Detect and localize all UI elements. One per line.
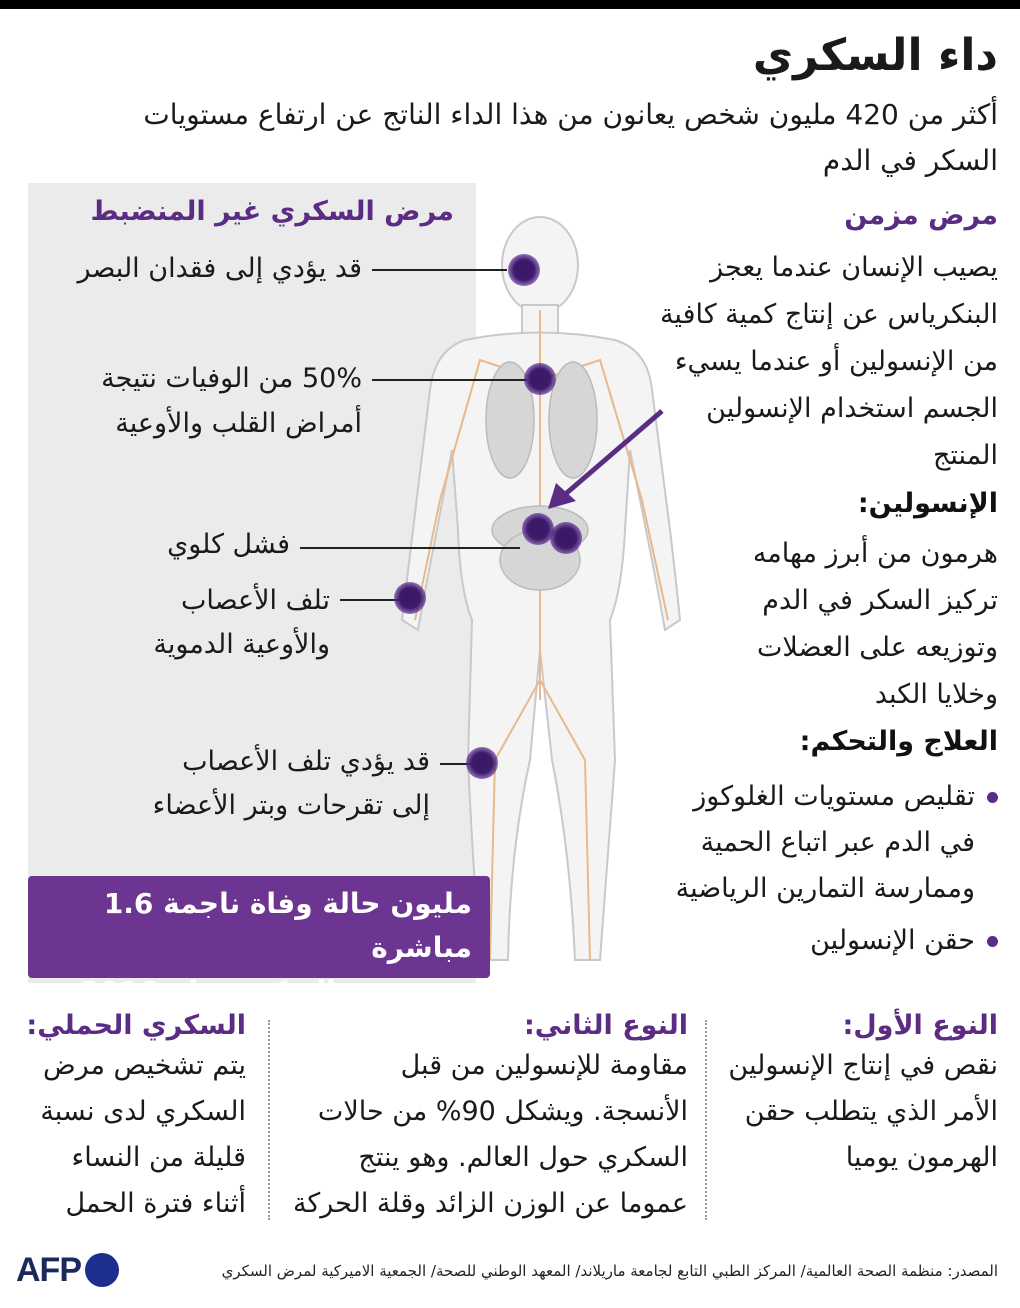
label-nerves-line1: تلف الأعصاب: [180, 585, 330, 616]
chronic-line: من الإنسولين أو عندما يسيء: [674, 346, 998, 377]
heart-marker: [524, 363, 556, 395]
chronic-text: [618, 244, 998, 479]
gestational-line: قليلة من النساء: [71, 1142, 246, 1173]
connector-line-nerves: [340, 599, 400, 601]
type1-line: الأمر الذي يتطلب حقن: [744, 1096, 998, 1127]
deaths-stat-line1: 1.6 مليون حالة وفاة ناجمة مباشرة: [103, 887, 472, 964]
label-kidney: فشل كلوي: [167, 529, 290, 560]
type1-section: [728, 1010, 998, 1181]
label-heart-line1: 50% من الوفيات نتيجة: [101, 363, 362, 394]
connector-line-heart: [372, 379, 527, 381]
treatment-item-text: حقن الإنسولين: [810, 925, 975, 956]
connector-line-kidney: [300, 547, 520, 549]
bullet-icon: [987, 936, 998, 947]
insulin-line: تركيز السكر في الدم: [762, 585, 998, 616]
deaths-stat-line2: عن مرض السكري عام 2016: [80, 975, 472, 1008]
column-separator: [268, 1020, 270, 1220]
treatment-item-cont: وممارسة التمارين الرياضية: [675, 873, 975, 904]
gestational-title: السكري الحملي:: [26, 1010, 246, 1041]
chronic-title: مرض مزمن: [844, 200, 998, 231]
afp-logo-text: AFP: [16, 1250, 81, 1289]
connector-line-vision: [372, 269, 507, 271]
bullet-icon: [987, 792, 998, 803]
treatment-item-text: تقليص مستويات الغلوكوز: [693, 781, 975, 812]
deaths-stat-box: [28, 876, 490, 1008]
type2-line: مقاومة للإنسولين من قبل: [400, 1050, 688, 1081]
foot-marker: [466, 747, 498, 779]
hand-marker: [394, 582, 426, 614]
label-nerves-line2: والأوعية الدموية: [153, 629, 330, 660]
insulin-line: وتوزيعه على العضلات: [757, 632, 998, 663]
gestational-section: [26, 1010, 246, 1227]
gestational-line: السكري لدى نسبة: [40, 1096, 246, 1127]
type2-title: النوع الثاني:: [524, 1010, 688, 1041]
afp-logo-circle-icon: [85, 1253, 119, 1287]
type2-line: الأنسجة. ويشكل 90% من حالات: [317, 1096, 688, 1127]
gestational-line: يتم تشخيص مرض: [42, 1050, 246, 1081]
eye-marker: [508, 254, 540, 286]
page-title: داء السكري: [752, 30, 998, 81]
type1-title: النوع الأول:: [842, 1010, 998, 1041]
pancreas-marker: [550, 522, 582, 554]
label-heart-line2: أمراض القلب والأوعية: [115, 408, 362, 439]
type1-line: نقص في إنتاج الإنسولين: [728, 1050, 998, 1081]
insulin-title: الإنسولين:: [857, 488, 998, 519]
chronic-line: البنكرياس عن إنتاج كمية كافية: [659, 299, 998, 330]
insulin-line: وخلايا الكبد: [874, 679, 998, 710]
label-vision: قد يؤدي إلى فقدان البصر: [77, 253, 362, 284]
type2-line: عموما عن الوزن الزائد وقلة الحركة: [292, 1188, 688, 1219]
type2-section: [293, 1010, 688, 1227]
chronic-line: الجسم استخدام الإنسولين: [706, 393, 998, 424]
uncontrolled-title: مرض السكري غير المنضبط: [90, 196, 454, 227]
label-feet-line2: إلى تقرحات وبتر الأعضاء: [152, 790, 430, 821]
treatment-list: [676, 774, 998, 964]
page-subtitle: أكثر من 420 مليون شخص يعانون من هذا الداء الناتج عن ارتفاع مستويات السكر في الدم: [143, 98, 998, 177]
treatment-title: العلاج والتحكم:: [799, 726, 998, 757]
chronic-line: يصيب الإنسان عندما يعجز: [710, 252, 998, 283]
gestational-line: أثناء فترة الحمل: [65, 1188, 246, 1219]
source-note: المصدر: منظمة الصحة العالمية/ المركز الطبي التابع لجامعة ماريلاند/ المعهد الوطني للصحة/ الجمعية الاميركية لمرض السكري: [221, 1262, 998, 1280]
treatment-item-cont: في الدم عبر اتباع الحمية: [700, 827, 975, 858]
type2-line: السكري حول العالم. وهو ينتج: [358, 1142, 688, 1173]
insulin-line: هرمون من أبرز مهامه: [752, 538, 998, 569]
chronic-line: المنتج: [932, 440, 998, 471]
treatment-item: [676, 918, 998, 964]
top-bar: [0, 0, 1020, 9]
type1-line: الهرمون يوميا: [845, 1142, 998, 1173]
afp-logo: [16, 1250, 119, 1290]
insulin-text: [698, 530, 998, 718]
label-feet-line1: قد يؤدي تلف الأعصاب: [182, 746, 430, 777]
treatment-item: [676, 774, 998, 820]
column-separator: [705, 1020, 707, 1220]
